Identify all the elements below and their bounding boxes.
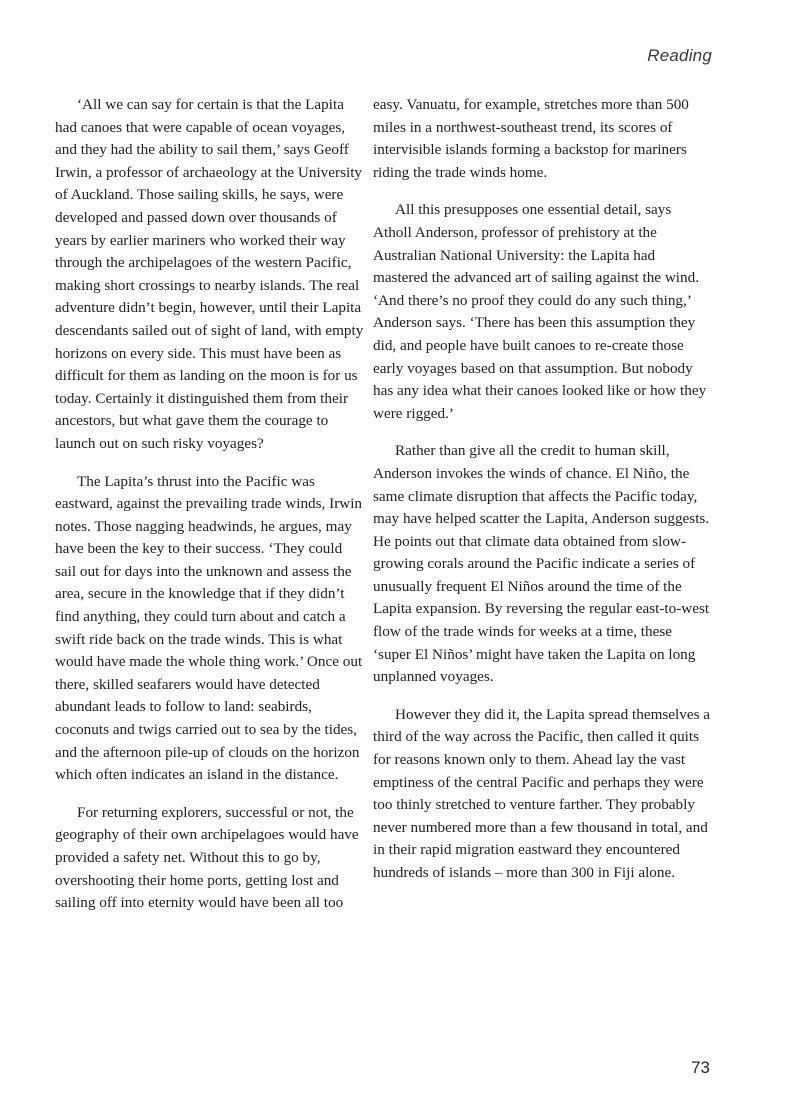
running-header: Reading (647, 46, 712, 65)
paragraph: ‘All we can say for certain is that the Lapita had canoes that were capable of ocean voyages, and they had the ability to sail them,’ says Geoff Irwin, a professor of archaeology at the University of Auckland. Those sailing skills, he says, were developed and passed down over thousands of years by earlier mariners who worked their way through the archipelagoes of the western Pacific, making short crossings to nearby islands. The real adventure didn’t begin, however, until their Lapita descendants sailed out of sight of land, with empty horizons on every side. This must have been as difficult for them as landing on the moon is for us today. Certainly it distinguished them from their ancestors, but what gave them the courage to launch out on such risky voyages? (55, 96, 364, 452)
paragraph: All this presupposes one essential detail, says Atholl Anderson, professor of prehistory at the Australian National University: the Lapita had mastered the advanced art of sailing against the wind. ‘And there’s no proof they could do any such thing,’ Anderson says. ‘There has been this assumption they did, and people have built canoes to re-create those early voyages based on that assumption. But nobody has any idea what their canoes looked like or how they were rigged.’ (373, 201, 707, 422)
paragraph: For returning explorers, successful or not, the geography of their own archipelagoes would have provided a safety net. Without this to go by, overshooting their home ports, getting lost and sailing off into eternity would have been all too (55, 803, 359, 912)
paragraph: Rather than give all the credit to human skill, Anderson invokes the winds of chance. El Niño, the same climate disruption that affects the Pacific today, may have helped scatter the Lapita, Anderson suggests. He points out that climate data obtained from slow-growing corals around the Pacific indicate a series of unusually frequent El Niños around the time of the Lapita expansion. By reversing the regular east-to-west flow of the trade winds for weeks at a time, these ‘super El Niños’ might have taken the Lapita on long unplanned voyages. (373, 442, 710, 686)
paragraph: However they did it, the Lapita spread themselves a third of the way across the Pacific, then called it quits for reasons known only to them. Ahead lay the vast emptiness of the central Pacific and perhaps they were too thinly stretched to venture farther. They probably never numbered more than a few thousand in total, and in their rapid migration eastward they encountered hundreds of islands – more than 300 in Fiji alone. (373, 705, 711, 881)
left-column (55, 94, 365, 930)
page-number: 73 (691, 1058, 710, 1077)
right-column (373, 94, 713, 900)
paragraph: The Lapita’s thrust into the Pacific was eastward, against the prevailing trade winds, Irwin notes. Those nagging headwinds, he argues, may have been the key to their success. ‘They could sail out for days into the unknown and assess the area, secure in the knowledge that if they didn’t find anything, they could turn about and catch a swift ride back on the trade winds. This is what would have made the whole thing work.’ Once out there, skilled seafarers would have detected abundant leads to follow to land: seabirds, coconuts and twigs carried out to sea by the tides, and the afternoon pile-up of clouds on the horizon which often indicates an island in the distance. (55, 472, 363, 784)
paragraph: easy. Vanuatu, for example, stretches more than 500 miles in a northwest-southeast trend, its scores of intervisible islands forming a backstop for mariners riding the trade winds home. (373, 96, 689, 181)
